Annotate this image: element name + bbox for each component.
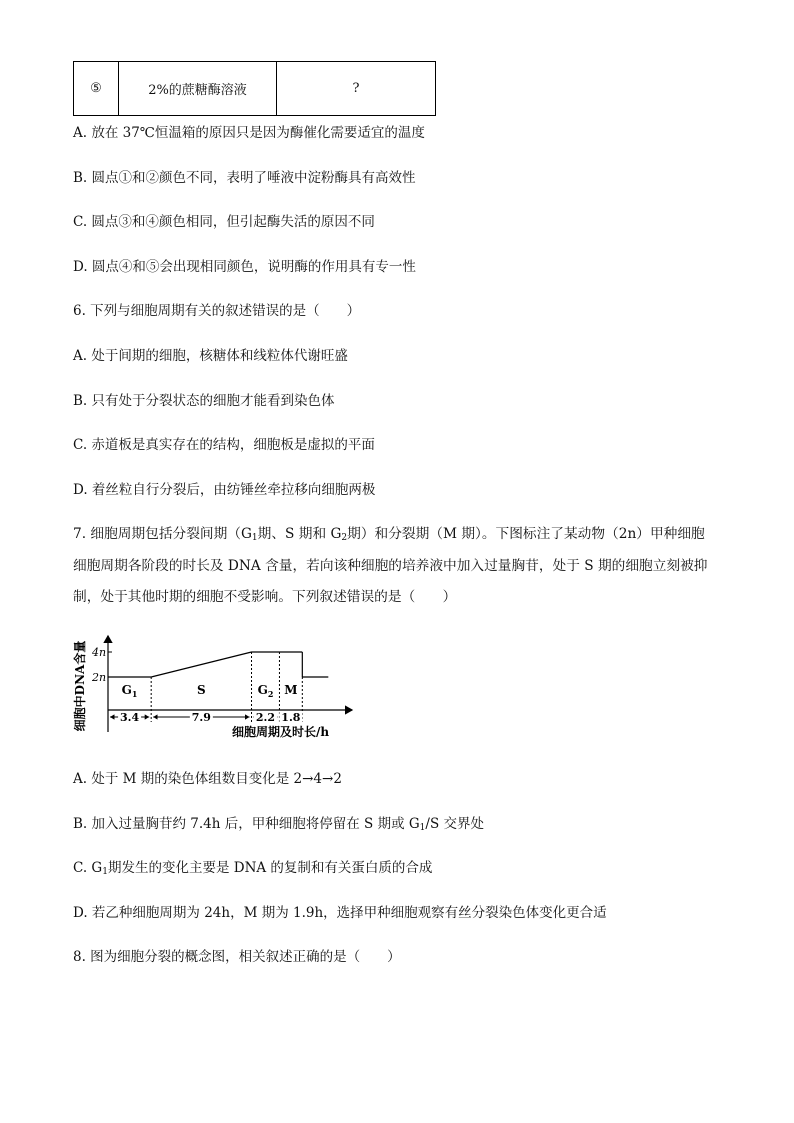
q7-option-c: C. $G_1$期发生的变化主要是 DNA 的复制和有关蛋白质的合成: [73, 860, 433, 877]
q6-stem: 6. 下列与细胞周期有关的叙述错误的是（ ）: [73, 303, 361, 319]
phase-label-M: M: [284, 683, 298, 697]
q5-option-b: B. 圆点①和②颜色不同，表明了唾液中淀粉酶具有高效性: [73, 170, 416, 186]
chart-ylabel: 细胞中DNA含量: [73, 640, 87, 732]
q8-stem: 8. 图为细胞分裂的概念图，相关叙述正确的是（ ）: [73, 949, 401, 965]
q7-stem-line1: 7. 细胞周期包括分裂间期（$G_1$期、S 期和 $G_2$期）和分裂期（M 期）。下图标注了某动物（2n）甲种细胞: [73, 526, 705, 543]
duration-label-G2: 2.2: [255, 711, 276, 724]
q5-option-c: C. 圆点③和④颜色相同，但引起酶失活的原因不同: [73, 214, 375, 230]
q7-option-b: B. 加入过量胸苷约 7.4h 后，甲种细胞将停留在 S 期或 $G_1/S$ 交界处: [73, 816, 484, 833]
table-cell-result: ?: [277, 62, 436, 116]
phase-label-S: S: [197, 683, 206, 697]
q5-option-d: D. 圆点④和⑤会出现相同颜色，说明酶的作用具有专一性: [73, 259, 416, 275]
phase-label-G2: $G_2$: [257, 683, 274, 699]
dna-content-chart: [70, 630, 360, 745]
table-cell-number: ⑤: [74, 62, 119, 116]
dna-line-S: [151, 652, 251, 677]
phase-label-G1: $G_1$: [121, 683, 138, 699]
q5-option-a: A. 放在 37℃恒温箱的原因只是因为酶催化需要适宜的温度: [73, 125, 425, 141]
q7-option-a: A. 处于 M 期的染色体组数目变化是 2→4→2: [73, 771, 342, 787]
y-tick-2n: 2n: [92, 671, 107, 684]
q6-option-d: D. 着丝粒自行分裂后，由纺锤丝牵拉移向细胞两极: [73, 482, 376, 498]
q7-stem-line2: 细胞周期各阶段的时长及 DNA 含量，若向该种细胞的培养液中加入过量胸苷，处于 S 期的细胞立刻被抑: [73, 558, 708, 574]
experiment-table: [73, 61, 436, 116]
y-tick-4n: 4n: [92, 646, 107, 659]
chart-xlabel: 细胞周期及时长/h: [232, 725, 330, 739]
q6-option-c: C. 赤道板是真实存在的结构，细胞板是虚拟的平面: [73, 437, 375, 453]
table-row: [74, 62, 436, 116]
q7-option-d: D. 若乙种细胞周期为 24h，M 期为 1.9h，选择甲种细胞观察有丝分裂染色体变化更合适: [73, 905, 607, 921]
q6-option-b: B. 只有处于分裂状态的细胞才能看到染色体: [73, 393, 335, 409]
q7-stem-line3: 制，处于其他时期的细胞不受影响。下列叙述错误的是（ ）: [73, 589, 457, 605]
duration-label-M: 1.8: [281, 711, 301, 724]
q6-option-a: A. 处于间期的细胞，核糖体和线粒体代谢旺盛: [73, 348, 348, 364]
table-cell-solution: 2%的蔗糖酶溶液: [119, 62, 277, 116]
duration-label-S: 7.9: [191, 711, 211, 724]
duration-label-G1: 3.4: [120, 711, 140, 724]
